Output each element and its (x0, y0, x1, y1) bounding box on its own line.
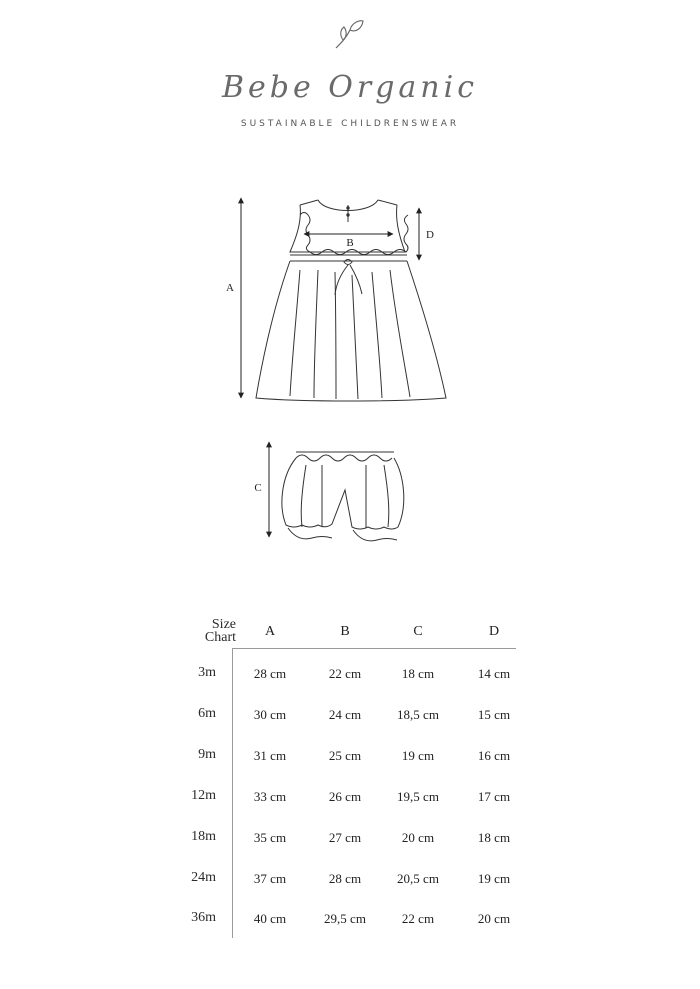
column-header-b: B (340, 624, 350, 639)
table-cell: 28 cm (253, 666, 287, 681)
table-cell: 22 cm (401, 911, 435, 926)
dimension-label-a: A (226, 282, 234, 294)
table-cell: 14 cm (477, 666, 511, 681)
table-cell: 33 cm (253, 789, 287, 804)
size-label-24m: 24m (191, 870, 216, 885)
table-cell: 25 cm (328, 748, 362, 763)
brand-name: Bebe Organic (221, 70, 479, 105)
dimension-label-c: C (254, 482, 262, 494)
size-column-divider (232, 648, 233, 938)
size-label-18m: 18m (191, 829, 216, 844)
table-cell: 40 cm (253, 911, 287, 926)
dress-drawing (256, 200, 446, 401)
size-label-6m: 6m (198, 706, 216, 721)
corner-label-line2: Chart (204, 630, 236, 645)
table-cell: 20 cm (401, 830, 435, 845)
table-cell: 30 cm (253, 707, 287, 722)
table-cell: 26 cm (328, 789, 362, 804)
table-cell: 20 cm (477, 911, 511, 926)
table-cell: 17 cm (477, 789, 511, 804)
table-cell: 37 cm (253, 871, 287, 886)
table-cell: 16 cm (477, 748, 511, 763)
corner-label-line1: Size (211, 617, 236, 632)
table-cell: 18,5 cm (397, 707, 439, 722)
size-chart-corner-label (182, 618, 236, 644)
brand-tagline: SUSTAINABLE CHILDRENSWEAR (240, 119, 460, 129)
size-label-3m: 3m (198, 665, 216, 680)
table-cell: 28 cm (328, 871, 362, 886)
dimension-label-d: D (426, 229, 434, 241)
table-cell: 18 cm (401, 666, 435, 681)
table-cell: 24 cm (328, 707, 362, 722)
size-label-36m: 36m (191, 910, 216, 925)
table-cell: 19 cm (401, 748, 435, 763)
table-cell: 19 cm (477, 871, 511, 886)
column-header-a: A (264, 624, 276, 639)
size-label-9m: 9m (198, 747, 216, 762)
table-cell: 31 cm (253, 748, 287, 763)
table-cell: 19,5 cm (397, 789, 439, 804)
bloomers-drawing (282, 452, 404, 541)
size-chart-table (170, 612, 530, 942)
size-label-12m: 12m (191, 788, 216, 803)
dimension-label-b: B (346, 237, 354, 249)
header-divider (232, 648, 516, 649)
table-cell: 15 cm (477, 707, 511, 722)
table-cell: 18 cm (477, 830, 511, 845)
table-cell: 27 cm (328, 830, 362, 845)
table-cell: 20,5 cm (397, 871, 439, 886)
table-cell: 22 cm (328, 666, 362, 681)
table-cell: 35 cm (253, 830, 287, 845)
column-header-d: D (488, 624, 500, 639)
table-cell: 29,5 cm (324, 911, 366, 926)
column-header-c: C (413, 624, 423, 639)
